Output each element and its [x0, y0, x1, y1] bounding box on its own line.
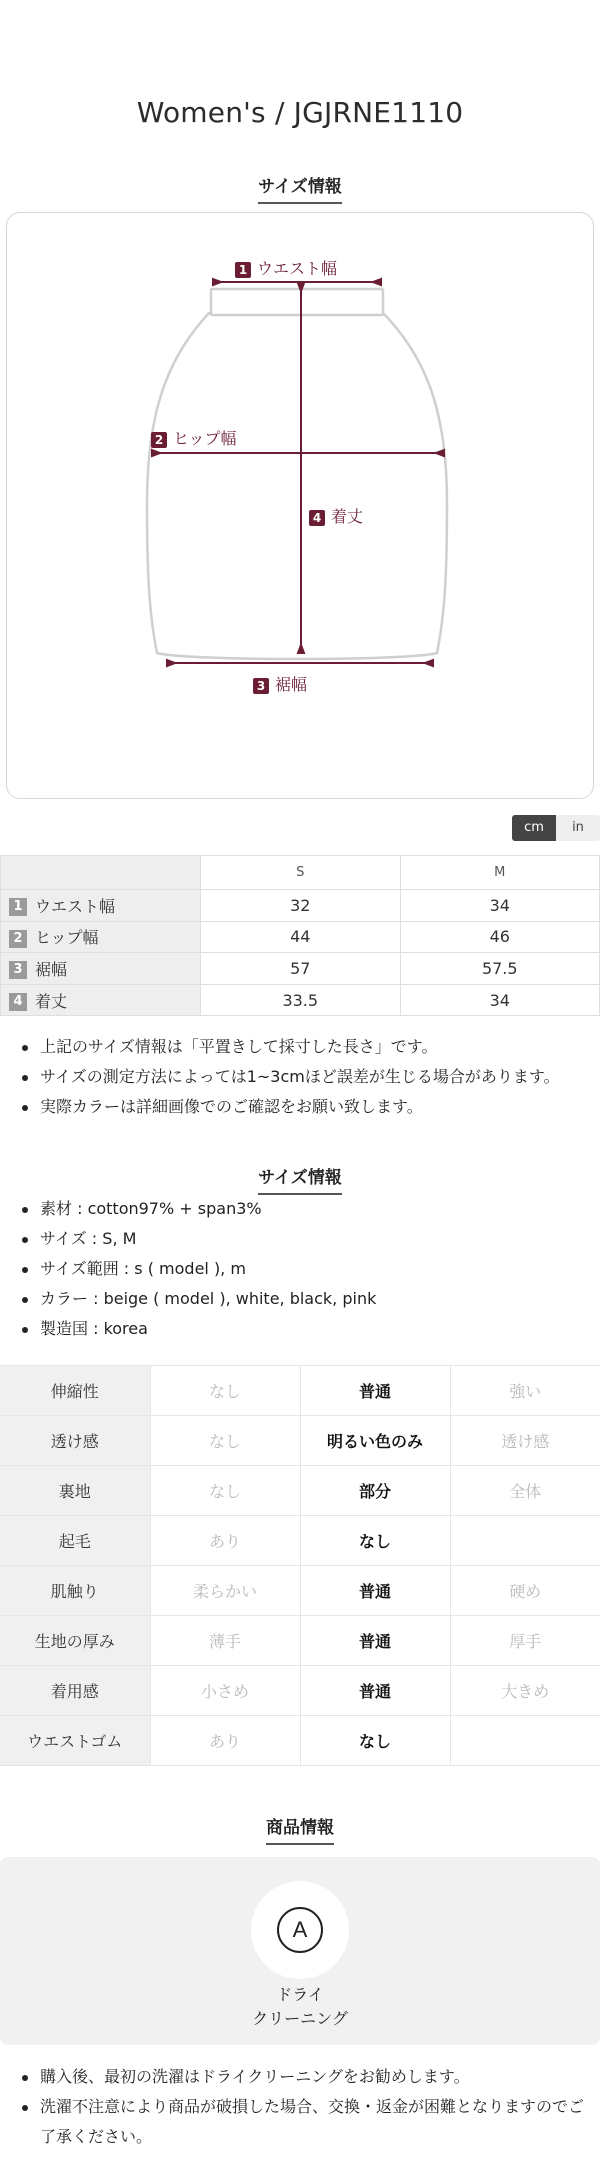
feel-option: [450, 1716, 600, 1766]
feel-option-selected: なし: [300, 1516, 450, 1566]
row-label-text: ウエスト幅: [35, 896, 116, 916]
feel-option-selected: 部分: [300, 1466, 450, 1516]
table-row: [1, 921, 600, 953]
diagram-label-hem: [253, 672, 307, 695]
size-cell: 34: [400, 890, 600, 922]
care-label-line2: クリーニング: [252, 2009, 348, 2028]
feel-option-selected: なし: [300, 1716, 450, 1766]
dry-clean-icon: A: [277, 1907, 323, 1953]
feel-label: 透け感: [0, 1416, 150, 1466]
feel-option-selected: 明るい色のみ: [300, 1416, 450, 1466]
feel-label: 裏地: [0, 1466, 150, 1516]
product-section-heading: [0, 1813, 600, 1845]
list-item: サイズ : S, M: [20, 1224, 590, 1254]
unit-toggle: [512, 815, 600, 841]
feel-option: 大きめ: [450, 1666, 600, 1716]
list-item: サイズの測定方法によっては1~3cmほど誤差が生じる場合があります。: [20, 1062, 590, 1092]
feel-option: 強い: [450, 1366, 600, 1416]
size-notes: [20, 1032, 590, 1122]
size-cell: 32: [201, 890, 401, 922]
size-row-label: [1, 890, 201, 922]
table-row: [0, 1716, 600, 1766]
feel-option: 透け感: [450, 1416, 600, 1466]
size-table: [0, 855, 600, 1016]
table-row: [0, 1666, 600, 1716]
spec-list: [20, 1194, 590, 1344]
diagram-label-hem-text: 裾幅: [275, 675, 308, 694]
feel-label: 起毛: [0, 1516, 150, 1566]
feel-option: 硬め: [450, 1566, 600, 1616]
care-label: [0, 1983, 600, 2031]
feel-option: なし: [150, 1466, 300, 1516]
spec-section-heading: [0, 1163, 600, 1195]
feel-option: [450, 1516, 600, 1566]
size-cell: 44: [201, 921, 401, 953]
table-row: [1, 984, 600, 1016]
row-badge: 4: [9, 993, 27, 1011]
table-row: [1, 890, 600, 922]
feel-option-selected: 普通: [300, 1366, 450, 1416]
skirt-illustration: [7, 213, 595, 800]
feel-option: 薄手: [150, 1616, 300, 1666]
badge-3: 3: [253, 678, 269, 694]
care-notes: [20, 2062, 590, 2152]
feel-option-selected: 普通: [300, 1566, 450, 1616]
spec-section-heading-text: サイズ情報: [258, 1163, 342, 1195]
diagram-label-hip: [151, 426, 237, 449]
table-row: [0, 1366, 600, 1416]
feel-label: ウエストゴム: [0, 1716, 150, 1766]
row-label-text: 着丈: [35, 991, 68, 1011]
care-label-line1: ドライ: [276, 1985, 324, 2004]
table-row: [0, 1566, 600, 1616]
list-item: 洗濯不注意により商品が破損した場合、交換・返金が困難となりますのでご了承ください。: [20, 2092, 590, 2152]
list-item: 上記のサイズ情報は「平置きして採寸した長さ」です。: [20, 1032, 590, 1062]
feel-option: 小さめ: [150, 1666, 300, 1716]
size-cell: 46: [400, 921, 600, 953]
size-cell: 34: [400, 984, 600, 1016]
unit-in-button[interactable]: in: [556, 815, 600, 841]
row-badge: 1: [9, 898, 27, 916]
feel-label: 伸縮性: [0, 1366, 150, 1416]
list-item: 素材 : cotton97% + span3%: [20, 1194, 590, 1224]
diagram-label-waist-text: ウエスト幅: [257, 259, 338, 278]
list-item: サイズ範囲 : s ( model ), m: [20, 1254, 590, 1284]
row-badge: 2: [9, 930, 27, 948]
size-section-heading: [0, 172, 600, 204]
size-cell: 33.5: [201, 984, 401, 1016]
feel-label: 着用感: [0, 1666, 150, 1716]
size-header-m: M: [400, 856, 600, 890]
table-row: [0, 1466, 600, 1516]
feel-option: 柔らかい: [150, 1566, 300, 1616]
row-badge: 3: [9, 961, 27, 979]
size-header-s: S: [201, 856, 401, 890]
feel-option: なし: [150, 1416, 300, 1466]
feel-option: あり: [150, 1516, 300, 1566]
badge-2: 2: [151, 432, 167, 448]
list-item: カラー : beige ( model ), white, black, pink: [20, 1284, 590, 1314]
row-label-text: ヒップ幅: [35, 928, 99, 948]
care-icon-container: [251, 1881, 349, 1979]
product-section-heading-text: 商品情報: [266, 1813, 334, 1845]
feel-option: 全体: [450, 1466, 600, 1516]
table-row: [0, 1616, 600, 1666]
list-item: 実際カラーは詳細画像でのご確認をお願い致します。: [20, 1092, 590, 1122]
feel-option: なし: [150, 1366, 300, 1416]
table-row: [1, 953, 600, 985]
table-row: [0, 1416, 600, 1466]
size-row-label: [1, 953, 201, 985]
size-cell: 57: [201, 953, 401, 985]
size-row-label: [1, 984, 201, 1016]
table-row: [0, 1516, 600, 1566]
size-section-heading-text: サイズ情報: [258, 172, 342, 204]
feel-option: あり: [150, 1716, 300, 1766]
list-item: 購入後、最初の洗濯はドライクリーニングをお勧めします。: [20, 2062, 590, 2092]
feel-label: 生地の厚み: [0, 1616, 150, 1666]
skirt-outline: [147, 313, 447, 659]
size-diagram: [6, 212, 594, 799]
diagram-label-length: [309, 504, 363, 527]
page-title: Women's / JGJRNE1110: [136, 96, 464, 129]
care-box: [0, 1857, 600, 2045]
badge-1: 1: [235, 262, 251, 278]
diagram-label-hip-text: ヒップ幅: [173, 429, 237, 448]
feel-label: 肌触り: [0, 1566, 150, 1616]
row-label-text: 裾幅: [35, 959, 68, 979]
size-cell: 57.5: [400, 953, 600, 985]
feel-option-selected: 普通: [300, 1666, 450, 1716]
skirt-waistband: [211, 289, 383, 315]
feel-option-selected: 普通: [300, 1616, 450, 1666]
feel-option: 厚手: [450, 1616, 600, 1666]
size-table-header: [1, 856, 600, 890]
list-item: 製造国 : korea: [20, 1314, 590, 1344]
size-row-label: [1, 921, 201, 953]
fabric-feel-table: [0, 1365, 600, 1766]
badge-4: 4: [309, 510, 325, 526]
diagram-label-length-text: 着丈: [331, 507, 364, 526]
diagram-label-waist: [235, 256, 337, 279]
size-table-corner: [1, 856, 201, 890]
unit-cm-button[interactable]: cm: [512, 815, 556, 841]
